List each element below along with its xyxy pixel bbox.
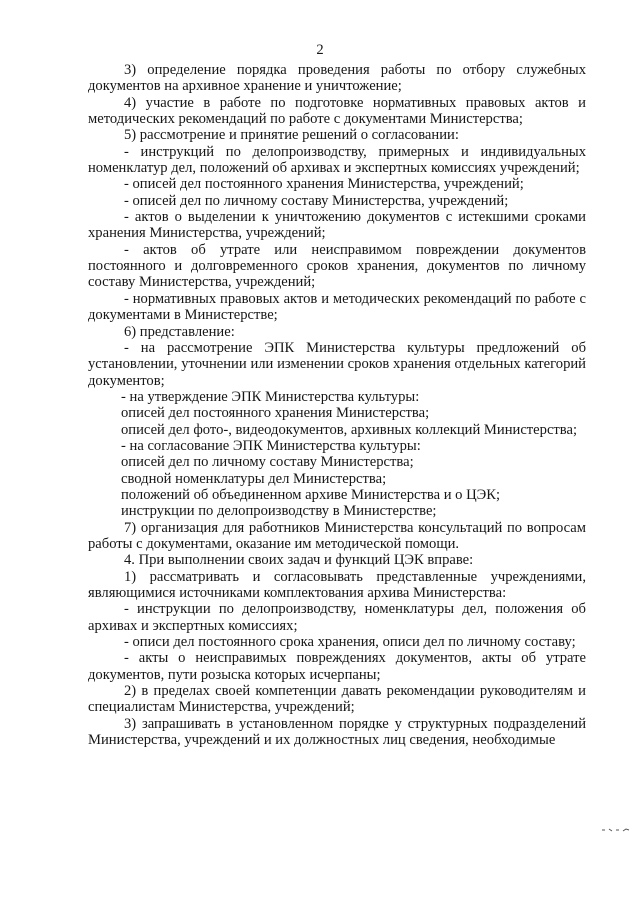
paragraph-section-4: 4. При выполнении своих задач и функций ЦЭК вправе: <box>124 552 474 569</box>
paragraph-personnel-list: описей дел по личному составу Министерства; <box>121 454 414 471</box>
paragraph-permanent-list: описей дел постоянного хранения Министерства; <box>121 405 430 422</box>
paragraph-rights-instructions: - инструкции по делопроизводству, номенклатуры дел, положения об архивах и экспертных комиссиях; <box>88 601 586 634</box>
paragraph-consolidated-nomenclature: сводной номенклатуры дел Министерства; <box>121 470 387 487</box>
paragraph-epk-review: - на рассмотрение ЭПК Министерства культуры предложений об установлении, уточнении или изменении сроков хранения отдельных категорий документов; <box>88 339 586 389</box>
paragraph-instructions: - инструкций по делопроизводству, примерных и индивидуальных номенклатур дел, положений об архивах и экспертных комиссиях учреждений; <box>88 143 586 177</box>
document-body <box>88 62 586 748</box>
paragraph-item-4-participation: 4) участие в работе по подготовке нормативных правовых актов и методических рекомендаций по работе с документами Министерства; <box>88 94 586 128</box>
paragraph-office-instructions: инструкции по делопроизводству в Министерстве; <box>121 503 437 520</box>
paragraph-archive-regulations: положений об объединенном архиве Министерства и о ЦЭК; <box>121 486 501 503</box>
paragraph-rights-acts: - акты о неисправимых повреждениях документов, акты об утрате документов, пути розыска которых исчерпаны; <box>88 650 586 683</box>
paragraph-rights-2: 2) в пределах своей компетенции давать рекомендации руководителям и специалистам Министерства, учреждений; <box>88 683 586 716</box>
paragraph-item-3-procedure: 3) определение порядка проведения работы по отбору служебных документов на архивное хранение и уничтожение; <box>88 62 586 95</box>
paragraph-item-7-consultations: 7) организация для работников Министерства консультаций по вопросам работы с документами, оказание им методической помощи. <box>88 519 586 552</box>
paragraph-rights-inventories: - описи дел постоянного срока хранения, описи дел по личному составу; <box>124 634 576 651</box>
paragraph-personnel-inventories: - описей дел по личному составу Министерства, учреждений; <box>124 192 509 209</box>
paragraph-permanent-inventories: - описей дел постоянного хранения Министерства, учреждений; <box>124 176 524 193</box>
paragraph-item-5-approval: 5) рассмотрение и принятие решений о согласовании: <box>124 127 459 144</box>
paragraph-item-6-submission: 6) представление: <box>124 323 235 340</box>
paragraph-loss-acts: - актов об утрате или неисправимом повреждении документов постоянного и долговременного сроков хранения, документов по личному составу Министерства, учреждений; <box>88 241 586 291</box>
paragraph-rights-3: 3) запрашивать в установленном порядке у структурных подразделений Министерства, учреждений и их должностных лиц сведения, необходимые <box>88 715 586 749</box>
paragraph-destruction-acts: - актов о выделении к уничтожению документов с истекшими сроками хранения Министерства, учреждений; <box>88 209 586 242</box>
paragraph-epk-agreement: - на согласование ЭПК Министерства культуры: <box>121 437 421 454</box>
paragraph-normative-acts: - нормативных правовых актов и методических рекомендаций по работе с документами в Министерстве; <box>88 290 586 324</box>
paragraph-photo-video-list: описей дел фото-, видеодокументов, архивных коллекций Министерства; <box>121 421 578 438</box>
scan-artifact-mark <box>601 827 631 833</box>
paragraph-rights-1: 1) рассматривать и согласовывать представленные учреждениями, являющимися источниками комплектования архива Министерства: <box>88 568 586 601</box>
paragraph-epk-approval: - на утверждение ЭПК Министерства культуры: <box>121 388 420 405</box>
page-number: 2 <box>316 42 324 58</box>
